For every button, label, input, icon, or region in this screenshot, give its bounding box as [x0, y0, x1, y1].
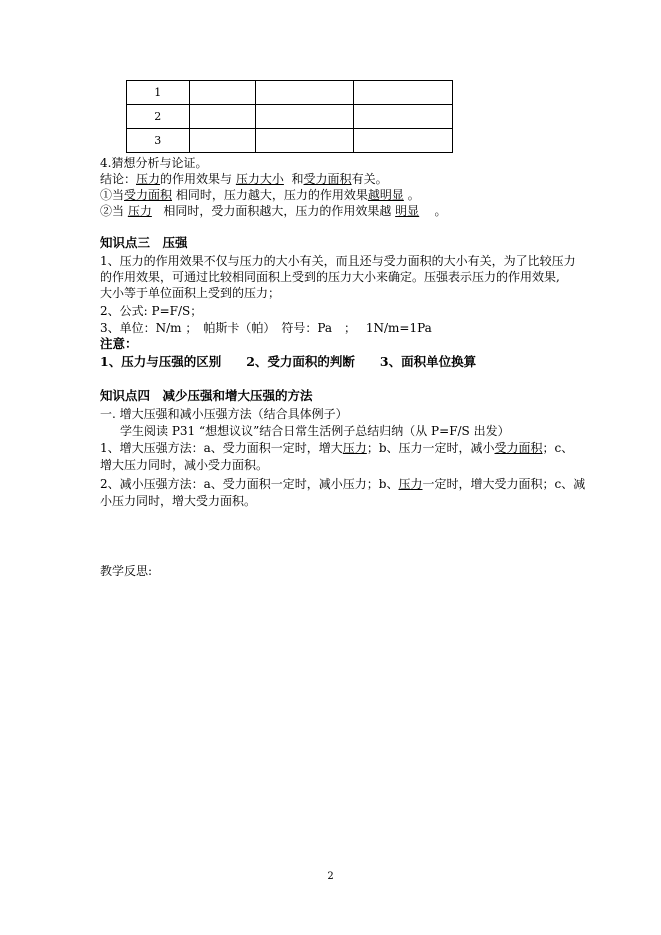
paragraph-line: 1、压力的作用效果不仅与压力的大小有关，而且还与受力面积的大小有关，为了比较压力 — [100, 254, 576, 268]
table-row — [127, 129, 453, 153]
item-text: 相同时，受力面积越大，压力的作用效果越 — [163, 204, 392, 218]
table-cell-num: 1 — [127, 81, 190, 105]
text: ；b、压力一定时，减小 — [366, 441, 495, 455]
note-items: 1、压力与压强的区别 2、受力面积的判断 3、面积单位换算 — [100, 354, 477, 369]
item-blank: 越明显 — [367, 188, 404, 202]
table-cell — [354, 105, 453, 129]
text: 一定时，增大受力面积；c、减 — [422, 477, 586, 491]
data-table — [126, 80, 453, 153]
table-cell — [255, 105, 354, 129]
unit-line: 3、单位：N/m ； 帕斯卡（帕） 符号：Pa ； 1N/m=1Pa — [100, 321, 432, 335]
table-cell — [189, 105, 255, 129]
item-text: 相同时，压力越大，压力的作用效果 — [175, 188, 368, 202]
item-text: 。 — [434, 204, 447, 218]
subheading: 一. 增大压强和减小压强方法（结合具体例子） — [100, 407, 348, 421]
conclusion-item-2 — [100, 203, 446, 219]
blank: 压力 — [342, 441, 367, 455]
item-prefix: ①当 — [100, 188, 125, 202]
conclusion-line — [100, 171, 388, 187]
conclusion-item-1 — [100, 187, 420, 203]
table-cell-num: 2 — [127, 105, 190, 129]
conclusion-text: 的作用效果与 — [160, 172, 233, 186]
table-cell — [255, 129, 354, 153]
item-blank: 受力面积 — [124, 188, 173, 202]
increase-method-line — [100, 440, 573, 456]
paragraph-line: 大小等于单位面积上受到的压力； — [100, 286, 281, 300]
item-blank: 明显 — [395, 204, 420, 218]
table-cell — [354, 81, 453, 105]
formula-line: 2、公式: P=F/S； — [100, 304, 203, 318]
page-number: 2 — [327, 871, 334, 882]
note-title: 注意： — [100, 336, 138, 351]
section-title-4: 知识点四 减少压强和增大压强的方法 — [100, 388, 313, 403]
table-cell — [255, 81, 354, 105]
table-cell-num: 3 — [127, 129, 190, 153]
table-cell — [189, 129, 255, 153]
section-title-3: 知识点三 压强 — [100, 235, 188, 250]
item-prefix: ②当 — [100, 204, 125, 218]
intro-line: 学生阅读 P31 “想想议议”结合日常生活例子总结归纳（从 P=F/S 出发） — [120, 424, 510, 438]
conclusion-text: 和 — [291, 172, 304, 186]
teaching-reflection: 教学反思: — [100, 564, 153, 578]
conclusion-prefix: 结论： — [100, 172, 137, 186]
conclusion-blank-pressure: 压力 — [136, 172, 161, 186]
increase-method-line-2: 增大压力同时，减小受力面积。 — [100, 458, 269, 472]
blank: 压力 — [398, 477, 423, 491]
text: 1、增大压强方法：a、受力面积一定时，增大 — [100, 441, 343, 455]
table-cell — [354, 129, 453, 153]
decrease-method-line-2: 小压力同时，增大受力面积。 — [100, 494, 257, 508]
conclusion-text: 有关。 — [351, 172, 388, 186]
item-text: 。 — [407, 188, 420, 202]
decrease-method-line — [100, 476, 585, 492]
table-row — [127, 81, 453, 105]
table-row — [127, 105, 453, 129]
conclusion-blank-area: 受力面积 — [303, 172, 352, 186]
text: ；c、 — [542, 441, 574, 455]
paragraph-line: 的作用效果，可通过比较相同面积上受到的压力大小来确定。压强表示压力的作用效果, — [100, 270, 560, 284]
section-4-heading: 4.猜想分析与论证。 — [100, 156, 208, 170]
conclusion-blank-pressure-size: 压力大小 — [235, 172, 284, 186]
table-cell — [189, 81, 255, 105]
blank: 受力面积 — [494, 441, 543, 455]
item-blank: 压力 — [127, 204, 152, 218]
text: 2、减小压强方法：a、受力面积一定时，减小压力；b、 — [100, 477, 399, 491]
